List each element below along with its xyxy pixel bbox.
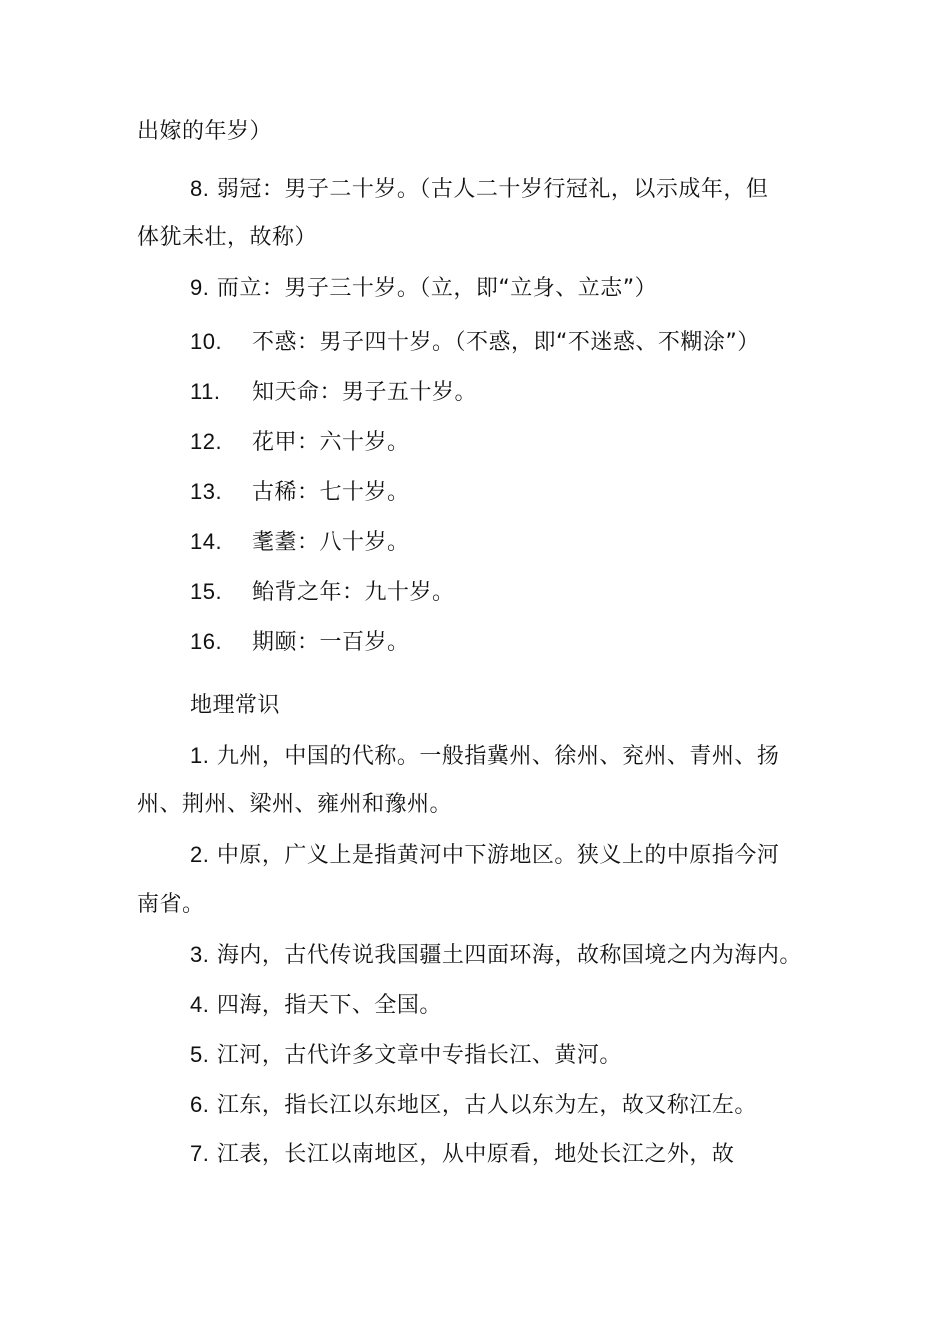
list-item-9: [190, 273, 657, 304]
item-text: 古稀：七十岁。: [252, 480, 410, 505]
list-item-11: [190, 377, 477, 408]
item-text: 体犹未壮，故称）: [137, 225, 318, 250]
item-text: 中原，广义上是指黄河中下游地区。狭义上的中原指今河: [216, 843, 780, 868]
item-text: 花甲：六十岁。: [252, 430, 410, 455]
item-number: 7.: [190, 1141, 210, 1166]
item-number: 6.: [190, 1092, 210, 1117]
list-item-12: [190, 427, 410, 458]
continuation-text: [137, 117, 272, 147]
item-text: 而立：男子三十岁。（立，即“立身、立志”）: [216, 276, 658, 301]
item-text: 南省。: [137, 892, 205, 917]
item-text: 不惑：男子四十岁。（不惑，即“不迷惑、不糊涂”）: [252, 330, 760, 355]
item-text: 耄耋：八十岁。: [252, 530, 410, 555]
item-text: 江表，长江以南地区，从中原看，地处长江之外，故: [216, 1142, 735, 1167]
item-text: 江东，指长江以东地区，古人以东为左，故又称江左。: [216, 1093, 757, 1118]
list-item-8: [190, 174, 768, 205]
geo-item-6: [190, 1090, 757, 1121]
item-number: 3.: [190, 942, 210, 967]
item-number: 9.: [190, 275, 210, 300]
section-title: [190, 691, 280, 721]
item-number: 11.: [190, 379, 221, 404]
item-text: 知天命：男子五十岁。: [252, 380, 478, 405]
list-item-15: [190, 577, 455, 608]
item-number: 4.: [190, 992, 210, 1017]
item-text: 四海，指天下、全国。: [216, 993, 442, 1018]
item-number: 2.: [190, 842, 210, 867]
item-text: 弱冠：男子二十岁。（古人二十岁行冠礼，以示成年，但: [216, 177, 769, 202]
section-title-text: 地理常识: [190, 693, 281, 718]
text: 出嫁的年岁）: [137, 119, 273, 144]
item-number: 16.: [190, 629, 223, 654]
list-item-10: [190, 327, 760, 358]
item-number: 15.: [190, 579, 223, 604]
item-text: 江河，古代许多文章中专指长江、黄河。: [216, 1043, 622, 1068]
item-text: 九州，中国的代称。一般指冀州、徐州、兖州、青州、扬: [216, 744, 780, 769]
item-number: 12.: [190, 429, 223, 454]
item-text: 期颐：一百岁。: [252, 630, 410, 655]
item-text: 鲐背之年：九十岁。: [252, 580, 455, 605]
geo-item-7: [190, 1139, 734, 1170]
item-number: 14.: [190, 529, 223, 554]
item-number: 5.: [190, 1042, 210, 1067]
item-number: 8.: [190, 176, 210, 201]
geo-item-3: [190, 940, 802, 971]
geo-item-1-continuation: [137, 790, 452, 820]
geo-item-2-continuation: [137, 890, 205, 920]
item-number: 13.: [190, 479, 223, 504]
list-item-8-continuation: [137, 223, 317, 253]
item-number: 1.: [190, 743, 210, 768]
geo-item-5: [190, 1040, 622, 1071]
list-item-16: [190, 627, 410, 658]
item-text: 州、荆州、梁州、雍州和豫州。: [137, 792, 453, 817]
geo-item-2: [190, 840, 779, 871]
geo-item-4: [190, 990, 442, 1021]
list-item-13: [190, 477, 410, 508]
geo-item-1: [190, 741, 779, 772]
list-item-14: [190, 527, 410, 558]
item-number: 10.: [190, 329, 223, 354]
item-text: 海内，古代传说我国疆土四面环海，故称国境之内为海内。: [216, 943, 802, 968]
